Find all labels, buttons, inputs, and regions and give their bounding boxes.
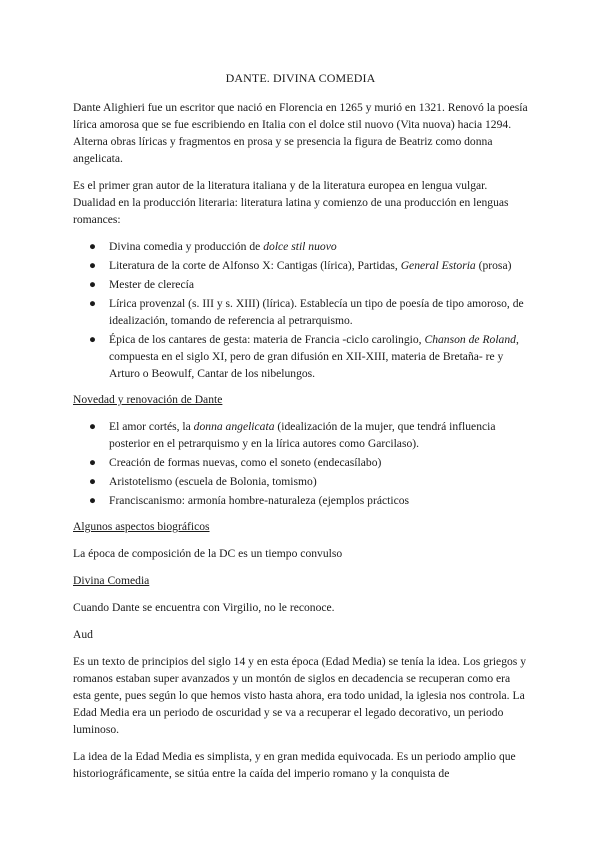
list-item-text-tail: (prosa) bbox=[475, 259, 512, 272]
list-item-text: Creación de formas nuevas, como el soneto (endecasílabo) bbox=[109, 456, 382, 469]
list-item bbox=[73, 473, 528, 490]
aud-label: Aud bbox=[73, 628, 93, 641]
page-title: DANTE. DIVINA COMEDIA bbox=[225, 71, 376, 85]
list-item-text-tail: (idealización de la mujer, que tendrá influencia posterior en el petrarquismo y en la lírica autores como Garcilaso). bbox=[109, 420, 496, 450]
bullet-icon: ● bbox=[89, 259, 97, 272]
list-item bbox=[73, 295, 528, 329]
list-item-text: Lírica provenzal (s. III y s. XIII) (lírica). Establecía un tipo de poesía de tipo amoroso, de idealización, tomando de referencia al petrarquismo. bbox=[109, 297, 524, 327]
list-item-emphasis: General Estoria bbox=[400, 259, 476, 272]
document-page bbox=[73, 70, 528, 792]
list-item-emphasis: Chanson de Roland bbox=[424, 333, 516, 346]
author-paragraph: Es el primer gran autor de la literatura italiana y de la literatura europea en lengua vulgar. Dualidad en la producción literaria: literatura latina y comienzo de una producción en lenguas romances: bbox=[73, 179, 509, 226]
intro-paragraph: Dante Alighieri fue un escritor que nació en Florencia en 1265 y murió en 1321. Renovó la poesía lírica amorosa que se fue escribiendo en Italia con el dolce stil nuovo (Vita nuova) hacia 1294. Alterna obras líricas y fragmentos en prosa y se presencia la figura de Beatriz como donna angelicata. bbox=[73, 101, 528, 165]
list-item bbox=[73, 257, 528, 274]
list-item-text: Divina comedia y producción de bbox=[109, 240, 264, 253]
list-item bbox=[73, 238, 528, 255]
bullet-icon: ● bbox=[89, 494, 97, 507]
list-item-text: Literatura de la corte de Alfonso X: Cantigas (lírica), Partidas, bbox=[109, 259, 401, 272]
list-item bbox=[73, 418, 528, 452]
list-item-text: Franciscanismo: armonía hombre-naturaleza (ejemplos prácticos bbox=[109, 494, 410, 507]
section-heading-biograficos: Algunos aspectos biográficos bbox=[73, 520, 210, 533]
divina-paragraph: Cuando Dante se encuentra con Virgilio, no le reconoce. bbox=[73, 601, 335, 614]
list-item-text: El amor cortés, la bbox=[109, 420, 194, 433]
list-item-text-tail: , compuesta en el siglo XI, pero de gran difusión en XII-XIII, materia de Bretaña- re y Arturo o Beowulf, Cantar de los nibelungos. bbox=[109, 333, 519, 380]
list-item-text: Épica de los cantares de gesta: materia de Francia -ciclo carolingio, bbox=[109, 333, 425, 346]
list-item bbox=[73, 331, 528, 382]
list-item-emphasis: dolce stil nuovo bbox=[263, 240, 337, 253]
bullet-icon: ● bbox=[89, 475, 97, 488]
novelties-list bbox=[73, 418, 528, 509]
influences-list bbox=[73, 238, 528, 382]
list-item bbox=[73, 454, 528, 471]
section-heading-novedad: Novedad y renovación de Dante bbox=[73, 393, 223, 406]
list-item bbox=[73, 492, 528, 509]
edad-media-paragraph: Es un texto de principios del siglo 14 y en esta época (Edad Media) se tenía la idea. Los griegos y romanos estaban super avanzados y un montón de siglos en decadencia se recuperan como era esta gente, pues según lo que hemos visto hasta ahora, era todo unidad, la iglesia nos controla. La Edad Media era un periodo de oscuridad y se va a recuperar el legado decorativo, un periodo luminoso. bbox=[73, 655, 526, 736]
bullet-icon: ● bbox=[89, 456, 97, 469]
list-item-text: Mester de clerecía bbox=[109, 278, 194, 291]
section-heading-divina-comedia: Divina Comedia bbox=[73, 574, 150, 587]
list-item-text: Aristotelismo (escuela de Bolonia, tomismo) bbox=[109, 475, 317, 488]
biografico-paragraph: La época de composición de la DC es un tiempo convulso bbox=[73, 547, 343, 560]
list-item bbox=[73, 276, 528, 293]
bullet-icon: ● bbox=[89, 240, 97, 253]
idea-paragraph: La idea de la Edad Media es simplista, y en gran medida equivocada. Es un periodo amplio que historiográficamente, se sitúa entre la caída del imperio romano y la conquista de bbox=[73, 750, 516, 780]
list-item-emphasis: donna angelicata bbox=[193, 420, 275, 433]
bullet-icon: ● bbox=[89, 297, 97, 310]
bullet-icon: ● bbox=[89, 278, 97, 291]
bullet-icon: ● bbox=[89, 333, 97, 346]
bullet-icon: ● bbox=[89, 420, 97, 433]
